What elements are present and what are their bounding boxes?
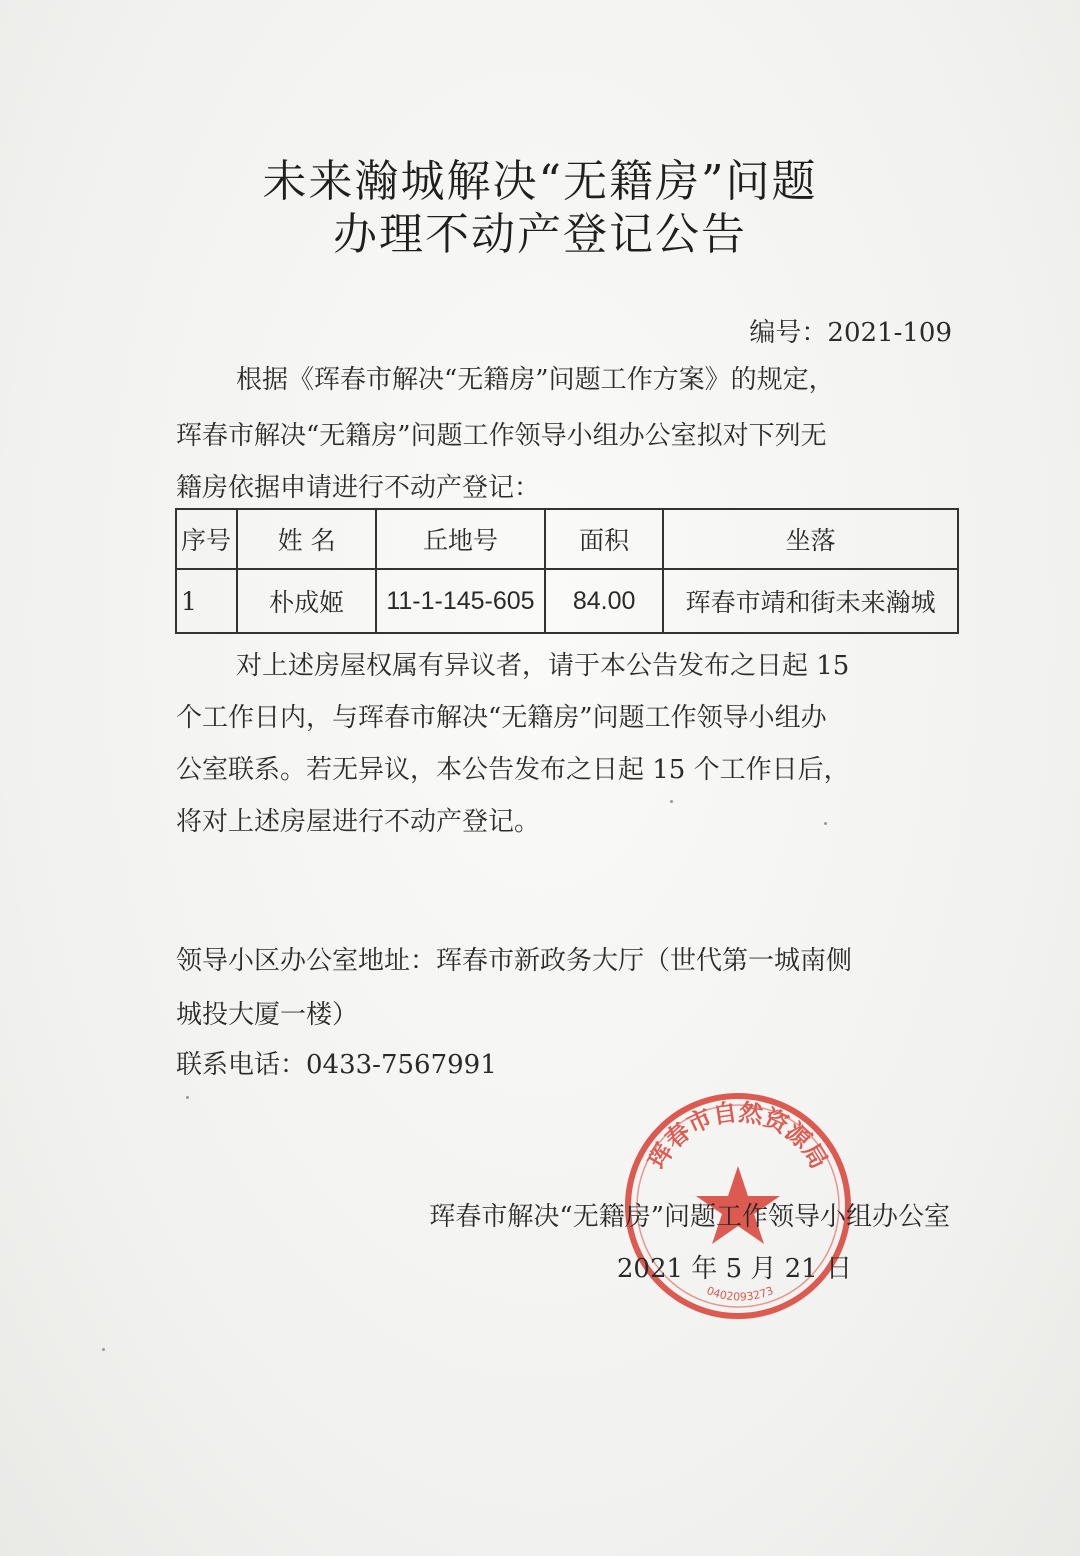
objection-paragraph	[176, 640, 956, 848]
header-name: 姓 名	[237, 509, 376, 569]
intro-line-1: 根据《珲春市解决“无籍房”问题工作方案》的规定，	[236, 365, 835, 395]
cell-name: 朴成姬	[237, 569, 376, 633]
objection-line-4: 将对上述房屋进行不动产登记。	[176, 807, 541, 837]
intro-line-3: 籍房依据申请进行不动产登记：	[176, 473, 541, 503]
cell-location: 珲春市靖和街未来瀚城	[663, 569, 958, 633]
contact-phone: 联系电话：0433-7567991	[176, 1050, 497, 1080]
intro-line-2: 珲春市解决“无籍房”问题工作领导小组办公室拟对下列无	[176, 421, 827, 451]
cell-serial: 1	[176, 569, 237, 633]
table-header-row	[176, 509, 958, 569]
cell-area: 84.00	[545, 569, 664, 633]
seal-text: 珲春市自然资源局	[642, 1098, 834, 1174]
objection-line-3: 公室联系。若无异议，本公告发布之日起 15 个工作日后，	[176, 755, 850, 785]
objection-line-1: 对上述房屋权属有异议者，请于本公告发布之日起 15	[236, 651, 850, 681]
notice-title-line2: 办理不动产登记公告	[333, 209, 747, 260]
notice-title-line1: 未来瀚城解决“无籍房”问题	[262, 156, 818, 207]
paper-speck	[186, 1096, 189, 1099]
cell-parcel-number: 11-1-145-605	[376, 569, 545, 633]
header-area: 面积	[545, 509, 664, 569]
issuer-signature: 珲春市解决“无籍房”问题工作领导小组办公室	[429, 1202, 950, 1232]
paper-speck	[670, 800, 673, 803]
document-number: 编号：2021-109	[749, 318, 952, 348]
objection-line-2: 个工作日内，与珲春市解决“无籍房”问题工作领导小组办	[176, 703, 827, 733]
table-row	[176, 569, 958, 633]
seal-number: 0402093273	[704, 1284, 776, 1304]
paper-speck	[102, 1348, 105, 1351]
paper-speck	[824, 822, 827, 825]
header-serial: 序号	[176, 509, 237, 569]
issue-date: 2021 年 5 月 21 日	[616, 1254, 852, 1284]
header-location: 坐落	[663, 509, 958, 569]
registration-table	[175, 508, 959, 634]
header-parcel-number: 丘地号	[376, 509, 545, 569]
office-address-line-1: 领导小区办公室地址：珲春市新政务大厅（世代第一城南侧	[176, 946, 853, 976]
office-address-line-2: 城投大厦一楼）	[176, 1000, 359, 1030]
